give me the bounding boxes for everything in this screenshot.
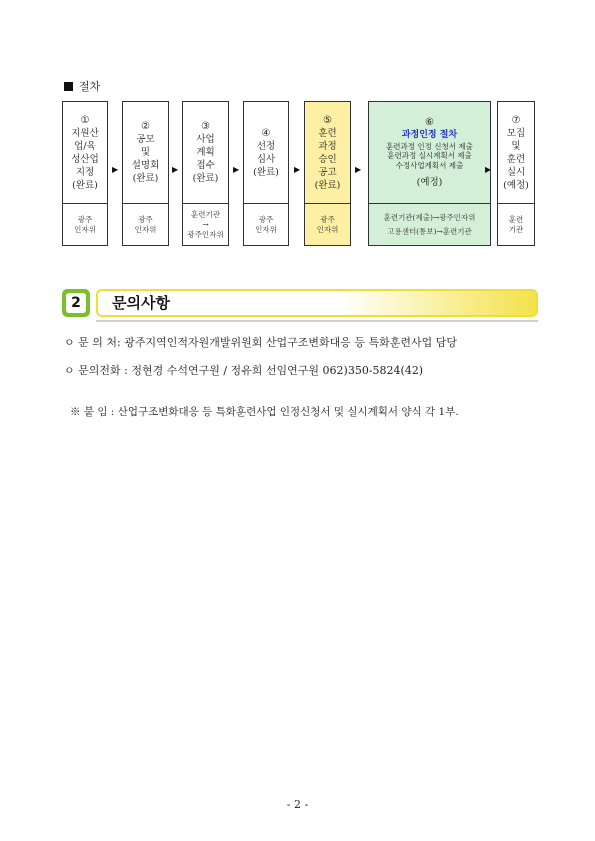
step-owner: 훈련기관 → 광주인자위	[187, 209, 224, 239]
step-status: (예정)	[416, 177, 443, 189]
step-text: 선정 심사 (완료)	[253, 140, 279, 178]
arrow-right-icon: ▶	[355, 165, 362, 174]
step-text: 공모 및 설명회 (완료)	[131, 134, 160, 184]
step-owner: 훈련기관(제출)→광주인자위 고용센터(통보)→훈련기관	[383, 212, 476, 236]
contact-office: ㅇ 문 의 처: 광주지역인적자원개발위원회 산업구조변화대응 등 특화훈련사업 담당	[64, 336, 457, 349]
step-owner: 훈련 기관	[508, 214, 524, 234]
section-header	[62, 289, 538, 317]
step-number: ②	[141, 121, 150, 132]
step-owner: 광주 인자위	[316, 214, 339, 234]
section-number-badge	[62, 289, 90, 317]
contact-phone: ㅇ 문의전화 : 정현경 수석연구원 / 정유희 선임연구원 062)350-5824(42)	[64, 364, 424, 377]
attachment-note: ※ 붙 임 : 산업구조변화대응 등 특화훈련사업 인정신청서 및 실시계획서 양식 각 1부.	[70, 406, 459, 418]
step-owner: 광주 인자위	[134, 214, 157, 234]
step-text: 사업 계획 접수 (완료)	[192, 134, 219, 184]
step-text: 지원산 업/육 성산업 지정 (완료)	[71, 127, 99, 191]
step-number: ⑦	[511, 114, 521, 126]
step-text: 모집 및 훈련 실시 (예정)	[503, 127, 529, 191]
procedure-heading	[64, 78, 100, 94]
section-number: 2	[66, 293, 86, 313]
arrow-right-icon: ▶	[294, 165, 301, 174]
step-2-box	[122, 101, 169, 246]
square-bullet-icon	[64, 82, 73, 91]
step-text: 훈련과정 인정 신청서 제출 훈련과정 실시계획서 제출 수정사업계획서 제출	[386, 141, 473, 170]
step-4-box	[243, 101, 289, 246]
step-7-box	[497, 101, 535, 246]
section-title: 문의사항	[112, 294, 170, 312]
arrow-right-icon: ▶	[172, 165, 179, 174]
procedure-heading-text: 절차	[79, 80, 101, 93]
arrow-right-icon: ▶	[112, 165, 119, 174]
step-number: ④	[261, 127, 271, 139]
step-number: ⑥	[425, 116, 434, 128]
step-number: ③	[201, 121, 210, 132]
step-6-title: 과정인정 절차	[401, 129, 458, 140]
step-number: ①	[80, 114, 90, 126]
step-3-box	[182, 101, 229, 246]
step-number: ⑤	[323, 114, 332, 126]
arrow-right-icon: ▶	[485, 165, 492, 174]
step-6-box	[368, 101, 491, 246]
section-underline	[96, 320, 538, 322]
step-text: 훈련 과정 승인 공고 (완료)	[314, 127, 341, 191]
step-owner: 광주 인자위	[255, 214, 277, 234]
arrow-right-icon: ▶	[233, 165, 240, 174]
page-number: - 2 -	[286, 798, 309, 811]
step-1-box	[62, 101, 108, 246]
step-5-box	[304, 101, 351, 246]
step-owner: 광주 인자위	[74, 214, 96, 234]
